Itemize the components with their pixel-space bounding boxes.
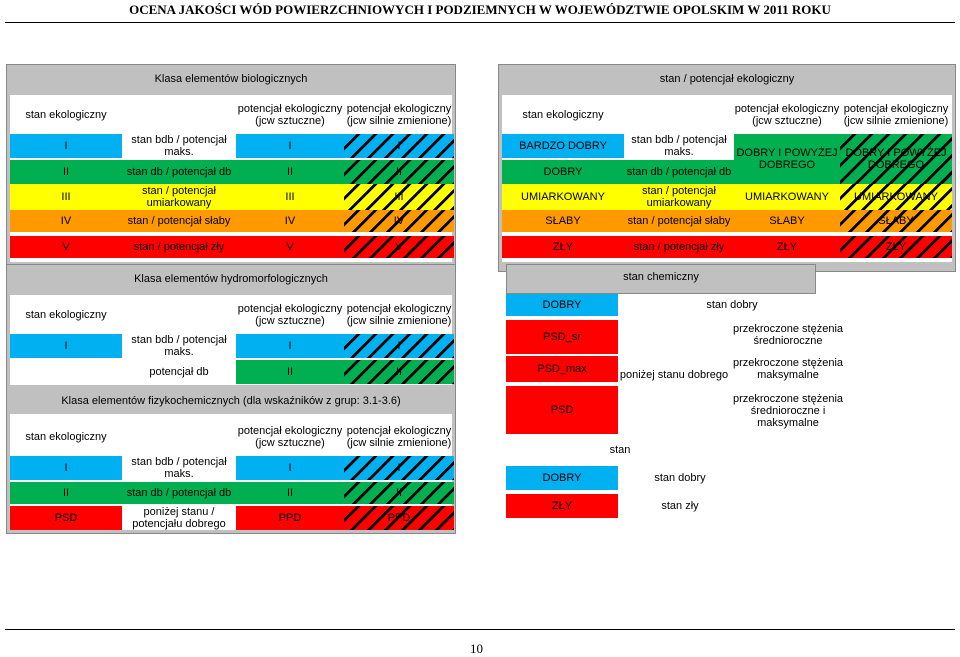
chem-zly: ZŁY: [506, 494, 618, 518]
bio-pot1: V: [236, 236, 344, 258]
eco-col-pot2: potencjał ekologiczny (jcw silnie zmienione): [843, 103, 949, 127]
eco-col-pot1: potencjał ekologiczny (jcw sztuczne): [734, 103, 840, 127]
bio-pot1: II: [236, 160, 344, 184]
chem-psd-max-desc: przekroczone stężenia maksymalne: [732, 357, 844, 381]
fizchem-pot1: I: [236, 456, 344, 480]
fizchem-desc: poniżej stanu / potencjału dobrego: [132, 506, 226, 530]
fizchem-pot2: I: [344, 456, 454, 480]
eco-pot2: SŁABY: [840, 210, 952, 232]
eco-pot2: DOBRY I POWYŻEJ DOBREGO: [840, 134, 952, 184]
bio-title: Klasa elementów biologicznych: [154, 73, 308, 85]
bio-pot1: IV: [236, 210, 344, 232]
bio-class: V: [10, 236, 122, 258]
hydro-title: Klasa elementów hydromorfologicznych: [134, 273, 328, 285]
fizchem-pot2: II: [344, 482, 454, 504]
bio-class: IV: [10, 210, 122, 232]
eco-desc: stan / potencjał słaby: [624, 210, 734, 232]
bio-pot2: II: [344, 160, 454, 184]
hydro-col-pot2: potencjał ekologiczny (jcw silnie zmienione): [346, 303, 452, 327]
fizchem-col-pot1: potencjał ekologiczny (jcw sztuczne): [237, 425, 343, 449]
eco-col-stan: stan ekologiczny: [522, 109, 604, 121]
bio-pot2: III: [344, 184, 454, 210]
chem-psd-desc: przekroczone stężenia średnioroczne i maksymalne: [732, 393, 844, 429]
fizchem-class: I: [10, 456, 122, 480]
eco-dobry: DOBRY: [502, 160, 624, 184]
eco-zly: ZŁY: [502, 236, 624, 258]
chem-psd-sr: PSD_sr: [506, 320, 618, 354]
chem-psd-sr-desc: przekroczone stężenia średnioroczne: [732, 323, 844, 347]
bio-pot2: IV: [344, 210, 454, 232]
page-header: OCENA JAKOŚCI WÓD POWIERZCHNIOWYCH I PODZIEMNYCH W WOJEWÓDZTWIE OPOLSKIM W 2011 ROKU: [129, 2, 831, 17]
bio-desc: stan / potencjał umiarkowany: [122, 184, 236, 210]
fizchem-col-pot2: potencjał ekologiczny (jcw silnie zmienione): [346, 425, 452, 449]
bio-col-pot1: potencjał ekologiczny (jcw sztuczne): [237, 103, 343, 127]
chem-dobry: DOBRY: [506, 294, 618, 316]
chem-dobry2-desc: stan dobry: [654, 472, 706, 484]
chem-stan: stan: [609, 444, 631, 456]
chem-stan-dobry: stan dobry: [706, 299, 758, 311]
bio-desc: stan / potencjał zły: [122, 236, 236, 258]
bio-class: I: [10, 134, 122, 158]
hydro-desc: potencjał db: [149, 366, 209, 378]
eco-desc: stan / potencjał umiarkowany: [624, 184, 734, 210]
chem-below: poniżej stanu dobrego: [619, 369, 729, 381]
bio-desc: stan / potencjał słaby: [122, 210, 236, 232]
chem-title: stan chemiczny: [623, 271, 699, 283]
hydro-pot1: II: [236, 360, 344, 384]
fizchem-class: II: [10, 482, 122, 504]
eco-desc: stan db / potencjał db: [624, 160, 734, 184]
eco-pot2: ZŁY: [840, 236, 952, 258]
fizchem-desc: stan db / potencjał db: [122, 482, 236, 504]
fizchem-title: Klasa elementów fizykochemicznych (dla wskaźników z grup: 3.1-3.6): [61, 395, 401, 407]
fizchem-col-stan: stan ekologiczny: [25, 431, 107, 443]
footer-rule: [5, 629, 955, 630]
eco-pot1: UMIARKOWANY: [734, 184, 840, 210]
bio-class: II: [10, 160, 122, 184]
bio-pot1: I: [236, 134, 344, 158]
eco-pot1: SŁABY: [734, 210, 840, 232]
fizchem-class: PSD: [10, 506, 122, 530]
hydro-pot2: I: [344, 334, 454, 358]
eco-pot1: ZŁY: [734, 236, 840, 258]
hydro-desc: stan bdb / potencjał maks.: [131, 334, 227, 358]
eco-desc: stan bdb / potencjał maks.: [631, 134, 727, 158]
bio-pot2: V: [344, 236, 454, 258]
eco-slaby: SŁABY: [502, 210, 624, 232]
chem-psd-max: PSD_max: [506, 356, 618, 382]
header-rule: [5, 22, 955, 23]
chem-zly-desc: stan zły: [661, 500, 699, 512]
hydro-class: I: [10, 334, 122, 358]
fizchem-pot1: PPD: [236, 506, 344, 530]
chem-psd: PSD: [506, 386, 618, 434]
bio-desc: stan db / potencjał db: [122, 160, 236, 184]
eco-pot2: UMIARKOWANY: [840, 184, 952, 210]
hydro-col-stan: stan ekologiczny: [25, 309, 107, 321]
fizchem-pot2: PPD: [344, 506, 454, 530]
hydro-pot2: II: [344, 360, 454, 384]
eco-title: stan / potencjał ekologiczny: [659, 73, 795, 85]
hydro-col-pot1: potencjał ekologiczny (jcw sztuczne): [237, 303, 343, 327]
bio-class: III: [10, 184, 122, 210]
page-number: 10: [470, 641, 483, 656]
eco-pot1: DOBRY I POWYŻEJ DOBREGO: [734, 134, 840, 184]
hydro-pot1: I: [236, 334, 344, 358]
bio-col-stan: stan ekologiczny: [25, 109, 107, 121]
bio-col-pot2: potencjał ekologiczny (jcw silnie zmienione): [346, 103, 452, 127]
eco-desc: stan / potencjał zły: [624, 236, 734, 258]
fizchem-desc: stan bdb / potencjał maks.: [131, 456, 227, 480]
fizchem-pot1: II: [236, 482, 344, 504]
eco-umiarkowany: UMIARKOWANY: [502, 184, 624, 210]
bio-pot1: III: [236, 184, 344, 210]
eco-bardzo-dobry: BARDZO DOBRY: [502, 134, 624, 158]
chem-dobry2: DOBRY: [506, 466, 618, 490]
bio-desc: stan bdb / potencjał maks.: [131, 134, 227, 158]
bio-pot2: I: [344, 134, 454, 158]
